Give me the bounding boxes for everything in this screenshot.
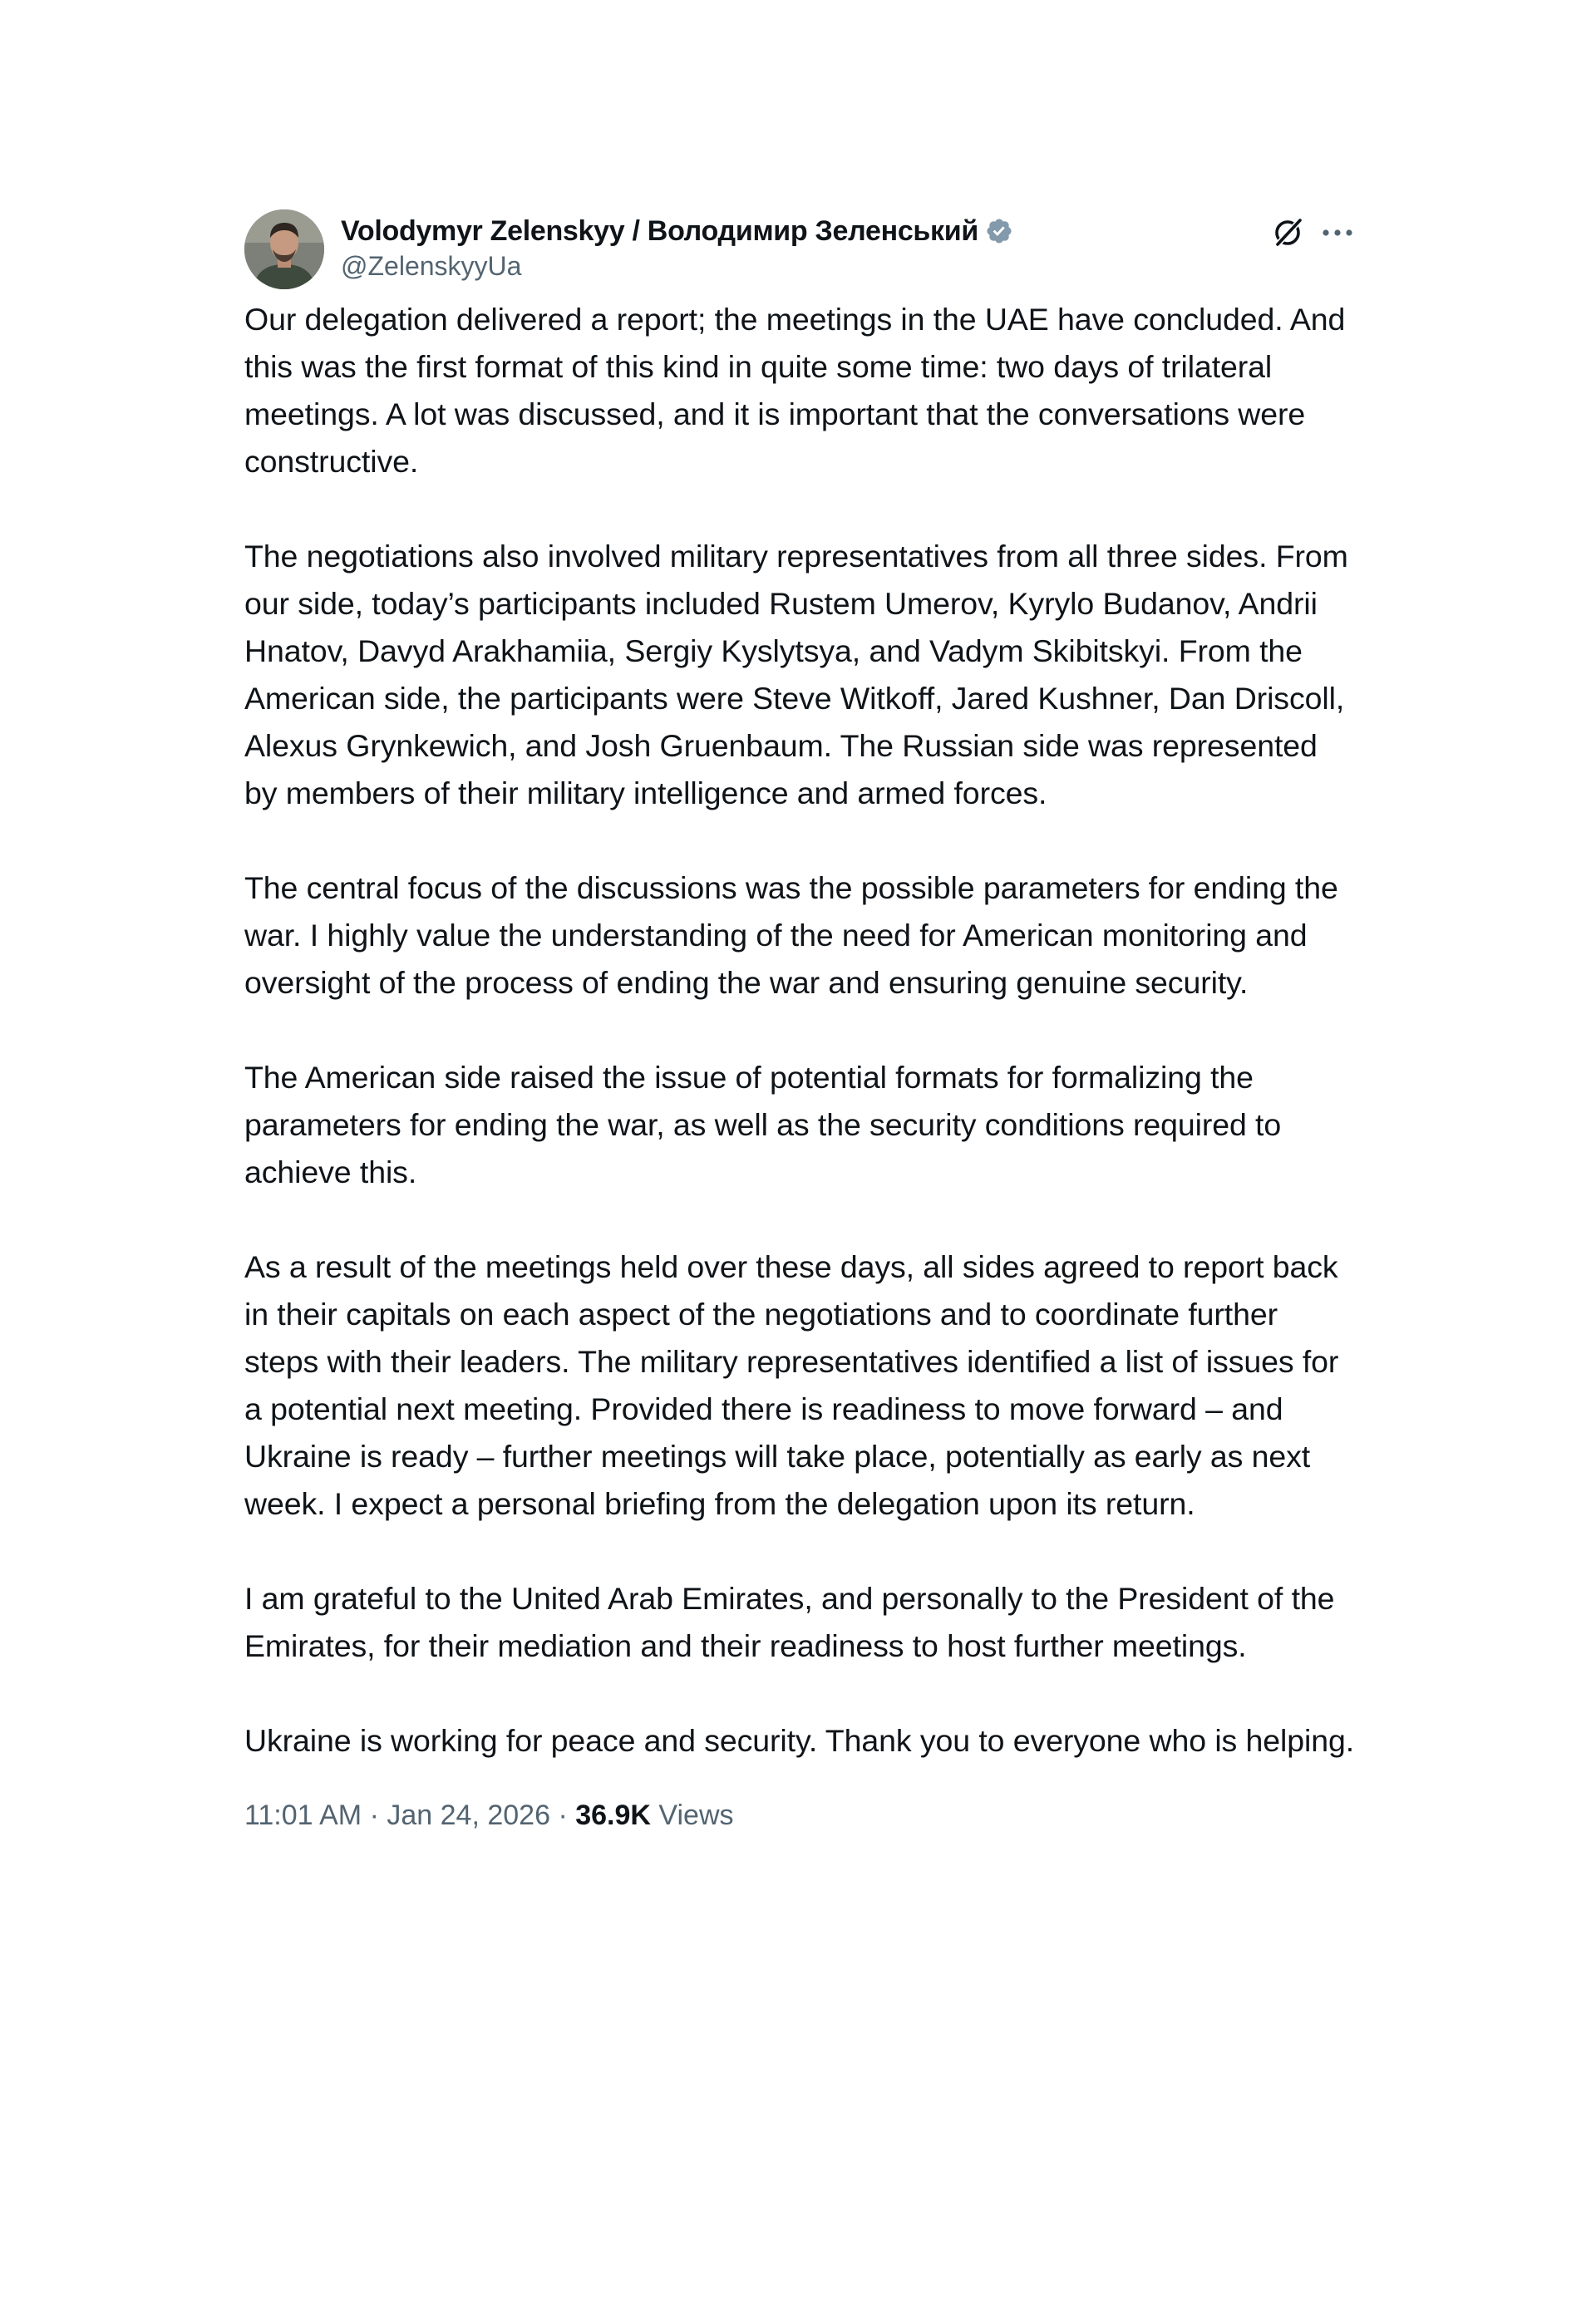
name-row (341, 213, 1013, 249)
post-text (244, 296, 1358, 1765)
verified-badge-icon[interactable] (985, 217, 1013, 245)
grok-icon[interactable] (1270, 214, 1307, 251)
post-time[interactable]: 11:01 AM (244, 1800, 362, 1831)
post-header (244, 206, 1358, 289)
post-paragraph-2: The negotiations also involved military representatives from all three sides. From our side, today’s participants included Rustem Umerov, Kyrylo Budanov, Andrii Hnatov, Davyd Arakhamiia, Sergiy Kyslytsya, and Vadym Skibitskyi. From the American side, the participants were Steve Witkoff, Jared Kushner, Dan Driscoll, Alexus Grynkewich, and Josh Gruenbaum. The Russian side was represented by members of their military intelligence and armed forces. (244, 539, 1348, 810)
post-paragraph-7: Ukraine is working for peace and security. Thank you to everyone who is helping. (244, 1723, 1355, 1758)
post (244, 206, 1358, 1832)
post-paragraph-4: The American side raised the issue of potential formats for formalizing the parameters for ending the war, as well as the security conditions required to achieve this. (244, 1060, 1282, 1189)
post-date[interactable]: Jan 24, 2026 (387, 1800, 550, 1831)
post-paragraph-3: The central focus of the discussions was the possible parameters for ending the war. I highly value the understanding of the need for American monitoring and oversight of the process of ending the war and ensuring genuine security. (244, 870, 1338, 1000)
more-options-icon[interactable] (1318, 214, 1357, 251)
post-paragraph-5: As a result of the meetings held over these days, all sides agreed to report back in their capitals on each aspect of the negotiations and to coordinate further steps with their leaders. The military representatives identified a list of issues for a potential next meeting. Provided there is readiness to move forward – and Ukraine is ready – further meetings will take place, potentially as early as next week. I expect a personal briefing from the delegation upon its return. (244, 1249, 1339, 1521)
author-info (341, 213, 1013, 282)
views-count[interactable]: 36.9K (575, 1800, 651, 1831)
post-paragraph-1: Our delegation delivered a report; the meetings in the UAE have concluded. And this was the first format of this kind in quite some time: two days of trilateral meetings. A lot was discussed, and it is important that the conversations were constructive. (244, 302, 1346, 479)
views-label: Views (658, 1800, 734, 1831)
display-name[interactable]: Volodymyr Zelenskyy / Володимир Зеленський (341, 214, 978, 247)
meta-separator: · (558, 1800, 568, 1831)
avatar[interactable] (244, 209, 324, 289)
meta-separator: · (369, 1800, 379, 1831)
avatar-image (244, 209, 324, 289)
post-meta (244, 1800, 1358, 1832)
author-handle[interactable]: @ZelenskyyUa (341, 251, 522, 281)
post-paragraph-6: I am grateful to the United Arab Emirates, and personally to the President of the Emirates, for their mediation and their readiness to host further meetings. (244, 1581, 1335, 1663)
